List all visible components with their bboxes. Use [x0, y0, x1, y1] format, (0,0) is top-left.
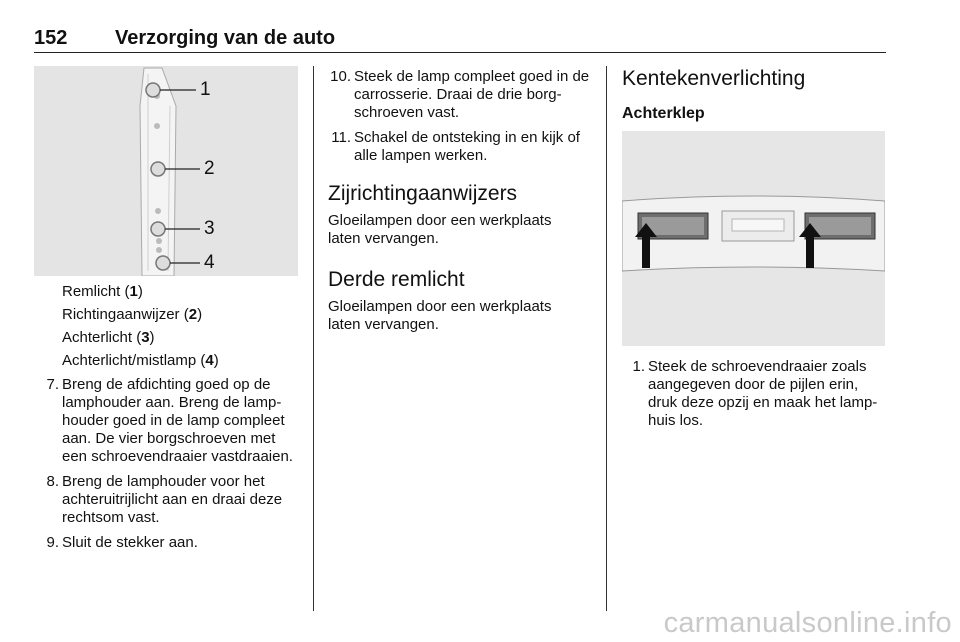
section-text-zijrichtingaanwijzers: Gloeilampen door een werkplaats laten vervangen. — [328, 212, 552, 247]
list-item: 11. Schakel de ontsteking in en kijk of alle lampen werken. — [331, 129, 580, 164]
callout-4: 4 — [204, 252, 215, 273]
column-divider-right — [606, 66, 607, 611]
legend-item: Achterlicht/mistlamp (4) — [62, 352, 219, 369]
section-heading-kentekenverlichting: Kentekenverlichting — [622, 67, 806, 90]
list-item: 7. Breng de afdichting goed op de lamphouder aan. Breng de lamphouder goed in de lamp compleet aan. De vier borgschroeven met een schroevendraaier vastdraaien. — [46, 376, 293, 465]
legend-item: Richtingaanwijzer (2) — [62, 306, 203, 323]
section-heading-derde-remlicht: Derde remlicht — [328, 268, 465, 291]
watermark: carmanualsonline.info — [663, 607, 952, 639]
page-number: 152 — [34, 27, 68, 49]
list-item: 1. Steek de schroevendraaier zoals aangegeven door de pijlen erin, druk deze opzij en maak het lamphuis los. — [632, 358, 878, 429]
header-rule — [34, 52, 886, 53]
legend-item: Achterlicht (3) — [62, 329, 155, 346]
column-divider-left — [313, 66, 314, 611]
rear-lamp-holder-illustration — [34, 66, 298, 276]
right-steps-list — [619, 358, 887, 437]
list-item: 9. Sluit de stekker aan. — [46, 534, 198, 551]
chapter-title: Verzorging van de auto — [115, 27, 336, 49]
license-plate-light-illustration — [622, 131, 885, 346]
section-heading-zijrichtingaanwijzers: Zijrichtingaanwijzers — [328, 182, 518, 205]
page-header — [34, 27, 886, 49]
list-item: 8. Breng de lamphouder voor het achteruitrijlicht aan en draai deze rechtsom vast. — [46, 473, 283, 526]
callout-2: 2 — [204, 158, 215, 179]
subheading-achterklep: Achterklep — [622, 105, 705, 122]
list-item: 10. Steek de lamp compleet goed in de carrosserie. Draai de drie borgschroeven vast. — [330, 68, 590, 121]
left-steps-list — [33, 376, 301, 559]
middle-steps-list — [325, 68, 594, 172]
callout-3: 3 — [204, 218, 215, 239]
rear-lamp-holder-figure — [34, 66, 298, 276]
section-text-derde-remlicht: Gloeilampen door een werkplaats laten vervangen. — [328, 298, 552, 333]
figure-legend — [62, 283, 219, 375]
license-plate-light-figure — [622, 131, 885, 346]
legend-item: Remlicht (1) — [62, 283, 143, 300]
callout-1: 1 — [200, 79, 211, 100]
